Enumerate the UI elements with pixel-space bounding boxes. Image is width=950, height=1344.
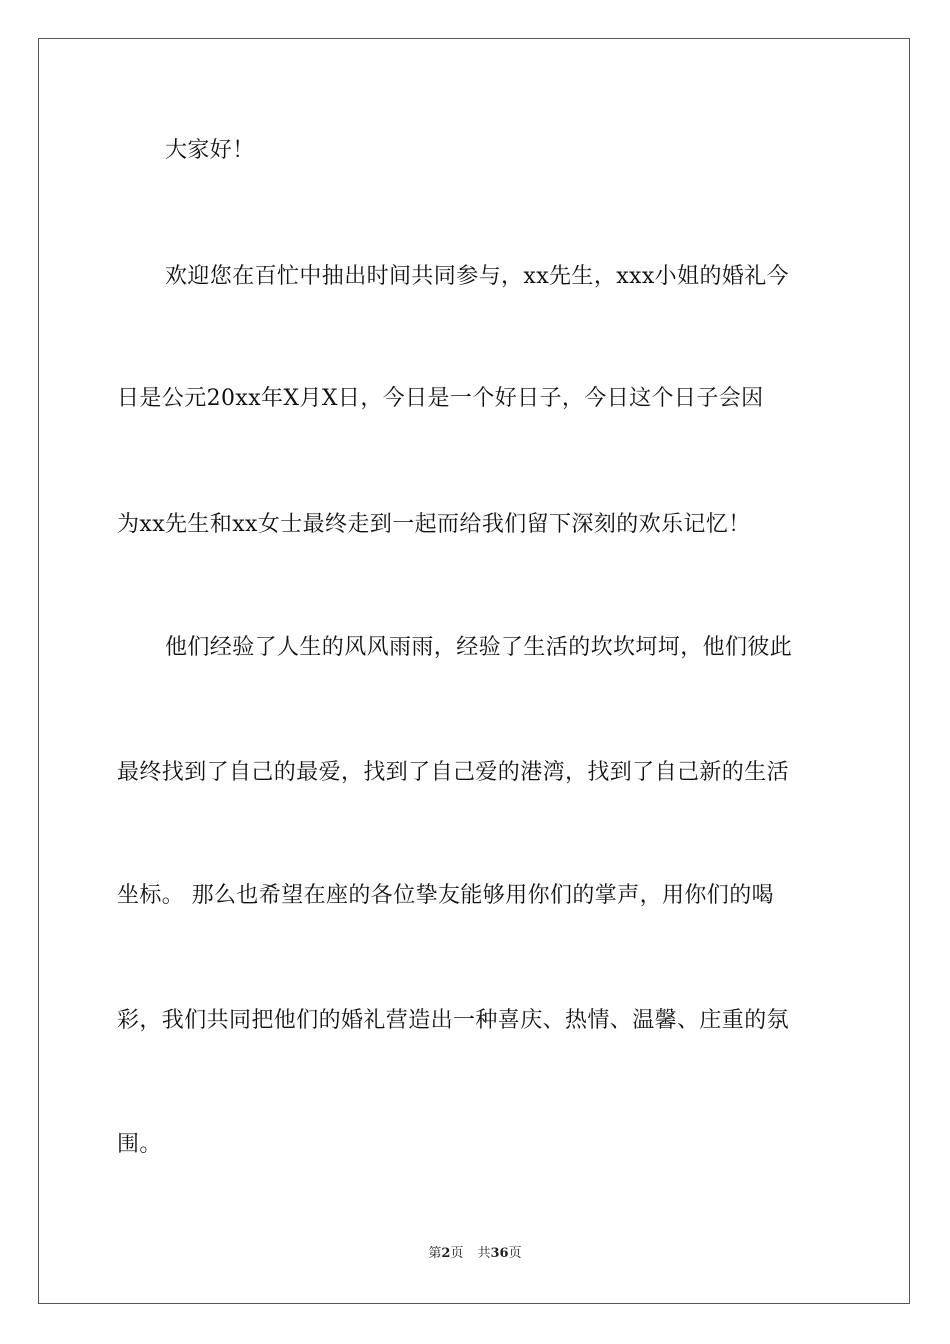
page-suffix: 页 (450, 1246, 464, 1261)
body-line-6: 坐标。 那么也希望在座的各位挚友能够用你们的掌声，用你们的喝 (117, 883, 774, 908)
body-line-7: 彩，我们共同把他们的婚礼营造出一种喜庆、热情、温馨、庄重的氛 (117, 1008, 790, 1033)
greeting-line: 大家好！ (165, 138, 255, 163)
page-number: 2 (441, 1246, 451, 1261)
body-line-2: 日是公元20xx年X月X日，今日是一个好日子，今日这个日子会因 (117, 386, 764, 411)
total-suffix: 页 (508, 1246, 522, 1261)
total-pages: 36 (490, 1246, 509, 1261)
page-border (38, 38, 910, 1304)
total-prefix: 共 (477, 1246, 491, 1261)
body-line-1: 欢迎您在百忙中抽出时间共同参与，xx先生，xxx小姐的婚礼今 (165, 264, 790, 289)
body-line-3: 为xx先生和xx女士最终走到一起而给我们留下深刻的欢乐记忆！ (117, 512, 751, 537)
page-footer (0, 1245, 950, 1263)
page-prefix: 第 (428, 1246, 442, 1261)
body-line-4: 他们经验了人生的风风雨雨，经验了生活的坎坎坷坷，他们彼此 (165, 635, 793, 660)
body-line-5: 最终找到了自己的最爱，找到了自己爱的港湾，找到了自己新的生活 (117, 760, 790, 785)
body-line-8: 围。 (117, 1132, 162, 1157)
